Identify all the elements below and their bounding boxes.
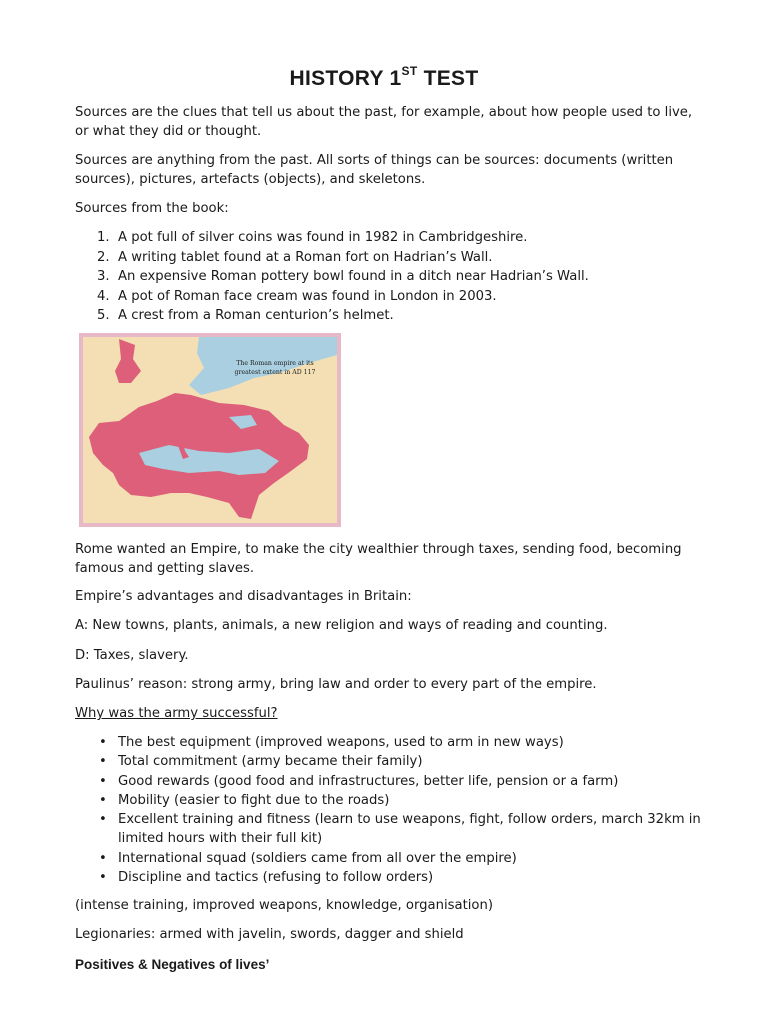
paragraph-army-summary: (intense training, improved weapons, knowledge, organisation) (75, 898, 494, 913)
list-item: • The best equipment (improved weapons, used to arm in new ways) (99, 735, 564, 750)
sources-list (97, 228, 697, 326)
list-item: 1. A pot full of silver coins was found in 1982 in Cambridgeshire. (97, 230, 528, 245)
list-item: 2. A writing tablet found at a Roman fort on Hadrian’s Wall. (97, 249, 493, 265)
list-item: • Total commitment (army became their family) (99, 754, 423, 770)
list-item: • Excellent training and fitness (learn to use weapons, fight, follow orders, march 32km in limited hours with their full kit) (99, 812, 701, 847)
list-item: • Good rewards (good food and infrastructures, better life, pension or a farm) (99, 773, 619, 789)
list-item: 4. A pot of Roman face cream was found in London in 2003. (97, 288, 497, 304)
section-heading-army-success: Why was the army successful? (75, 706, 278, 721)
map-caption-line1: The Roman empire at its (236, 360, 314, 367)
army-reasons-list (97, 733, 707, 887)
list-item: 5. A crest from a Roman centurion’s helmet. (97, 308, 394, 323)
paragraph-advantages: A: New towns, plants, animals, a new religion and ways of reading and counting. (75, 618, 608, 633)
paragraph-disadvantages: D: Taxes, slavery. (75, 648, 189, 663)
section-heading-positives-negatives: Positives & Negatives of lives’ (75, 957, 270, 972)
paragraph-paulinus-reason: Paulinus’ reason: strong army, bring law and order to every part of the empire. (75, 677, 597, 692)
paragraph-sources-types: Sources are anything from the past. All sorts of things can be sources: documents (written sources), pictures, artefacts (objects), and skeletons. (75, 153, 674, 187)
paragraph-advantages-heading: Empire’s advantages and disadvantages in Britain: (75, 589, 412, 604)
paragraph-sources-definition: Sources are the clues that tell us about the past, for example, about how people used to live, or what they did or thought. (75, 105, 693, 139)
paragraph-rome-empire-reasons: Rome wanted an Empire, to make the city wealthier through taxes, sending food, becoming famous and getting slaves. (75, 542, 682, 576)
list-item: • Discipline and tactics (refusing to follow orders) (99, 870, 434, 886)
paragraph-sources-from-book: Sources from the book: (75, 201, 229, 216)
paragraph-legionaries: Legionaries: armed with javelin, swords, dagger and shield (75, 927, 464, 942)
list-item: • Mobility (easier to fight due to the roads) (99, 792, 390, 808)
list-item: • International squad (soldiers came from all over the empire) (99, 850, 517, 866)
title-tail: TEST (417, 67, 479, 90)
map-caption-line2: greatest extent in AD 117 (234, 369, 316, 376)
page-title (0, 66, 768, 91)
list-item: 3. An expensive Roman pottery bowl found in a ditch near Hadrian’s Wall. (97, 269, 589, 284)
roman-empire-map (79, 333, 341, 527)
title-superscript: ST (401, 64, 418, 78)
title-text: HISTORY 1 (289, 67, 402, 90)
